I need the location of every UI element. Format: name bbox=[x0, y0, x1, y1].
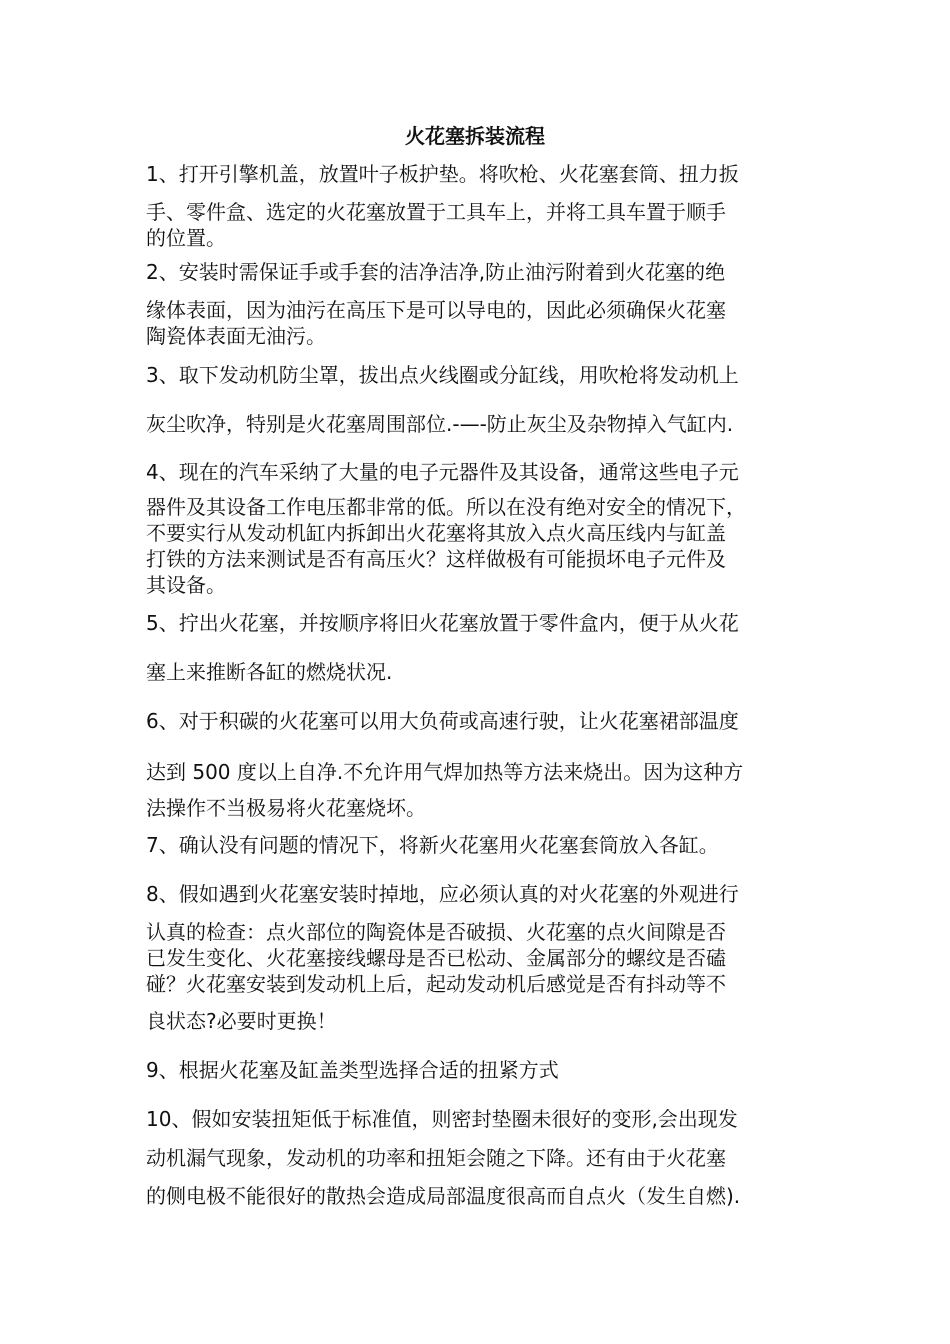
text-line: 碰？火花塞安装到发动机上后，起动发动机后感觉是否有抖动等不 bbox=[146, 972, 726, 996]
text-line: 良状态?必要时更换！ bbox=[146, 1009, 337, 1033]
text-line: 的位置。 bbox=[146, 226, 226, 250]
text-line: 5、拧出火花塞，并按顺序将旧火花塞放置于零件盒内，便于从火花 bbox=[146, 611, 739, 635]
text-line: 的侧电极不能很好的散热会造成局部温度很高而自点火（发生自燃). bbox=[146, 1184, 741, 1208]
text-line: 陶瓷体表面无油污。 bbox=[146, 324, 326, 348]
document-title: 火花塞拆装流程 bbox=[405, 124, 545, 148]
text-line: 7、确认没有问题的情况下，将新火花塞用火花塞套筒放入各缸。 bbox=[146, 833, 719, 857]
text-line: 8、假如遇到火花塞安装时掉地，应必须认真的对火花塞的外观进行 bbox=[146, 882, 739, 906]
text-line: 器件及其设备工作电压都非常的低。所以在没有绝对安全的情况下， bbox=[146, 495, 746, 519]
text-line: 已发生变化、火花塞接线螺母是否已松动、金属部分的螺纹是否磕 bbox=[146, 946, 726, 970]
text-line: 塞上来推断各缸的燃烧状况. bbox=[146, 660, 393, 684]
text-line: 9、根据火花塞及缸盖类型选择合适的扭紧方式 bbox=[146, 1058, 559, 1082]
text-line: 6、对于积碳的火花塞可以用大负荷或高速行驶，让火花塞裙部温度 bbox=[146, 709, 739, 733]
text-line: 3、取下发动机防尘罩，拔出点火线圈或分缸线，用吹枪将发动机上 bbox=[146, 363, 739, 387]
text-line: 打铁的方法来测试是否有高压火？这样做极有可能损坏电子元件及 bbox=[146, 547, 726, 571]
text-line: 动机漏气现象，发动机的功率和扭矩会随之下降。还有由于火花塞 bbox=[146, 1146, 726, 1170]
text-line: 手、零件盒、选定的火花塞放置于工具车上，并将工具车置于顺手 bbox=[146, 200, 726, 224]
text-line: 1、打开引擎机盖，放置叶子板护垫。将吹枪、火花塞套筒、扭力扳 bbox=[146, 162, 739, 186]
text-line: 法操作不当极易将火花塞烧坏。 bbox=[146, 796, 426, 820]
text-line: 其设备。 bbox=[146, 573, 226, 597]
text-line: 达到 500 度以上自净.不允许用气焊加热等方法来烧出。因为这种方 bbox=[146, 760, 744, 784]
text-line: 不要实行从发动机缸内拆卸出火花塞将其放入点火高压线内与缸盖 bbox=[146, 521, 726, 545]
text-line: 灰尘吹净，特别是火花塞周围部位.-—-防止灰尘及杂物掉入气缸内. bbox=[146, 412, 734, 436]
text-line: 认真的检查：点火部位的陶瓷体是否破损、火花塞的点火间隙是否 bbox=[146, 920, 726, 944]
text-line: 缘体表面，因为油污在高压下是可以导电的，因此必须确保火花塞 bbox=[146, 298, 726, 322]
text-line: 10、假如安装扭矩低于标准值，则密封垫圈未很好的变形,会出现发 bbox=[146, 1107, 738, 1131]
text-line: 4、现在的汽车采纳了大量的电子元器件及其设备，通常这些电子元 bbox=[146, 460, 739, 484]
text-line: 2、安装时需保证手或手套的洁净洁净,防止油污附着到火花塞的绝 bbox=[146, 260, 726, 284]
